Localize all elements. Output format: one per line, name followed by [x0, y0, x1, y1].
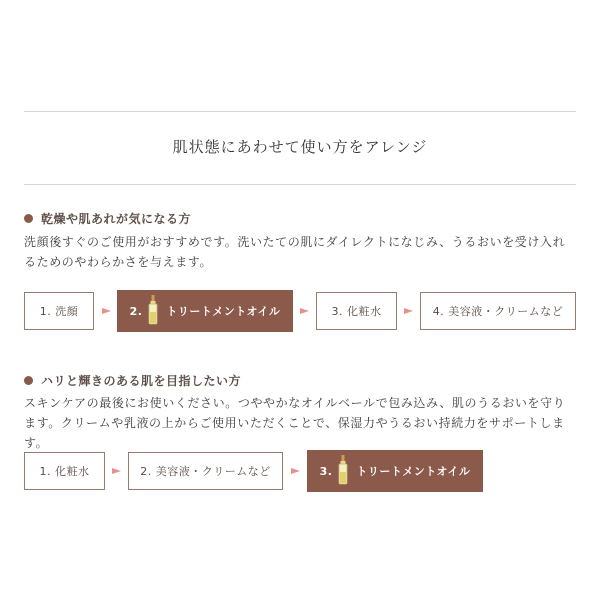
oil-bottle-icon: [148, 295, 158, 328]
section-heading-label: 乾燥や肌あれが気になる方: [41, 212, 192, 226]
step-label: 1. 洗顔: [39, 305, 79, 318]
step-serum-cream: [420, 292, 576, 330]
step-treatment-oil: [307, 450, 483, 492]
top-divider: [24, 111, 576, 112]
arrow-right-icon: [112, 468, 121, 474]
section-heading-firmness: [24, 372, 241, 389]
bullet-dot-icon: [24, 376, 33, 385]
step-label: トリートメントオイル: [166, 305, 281, 318]
section-heading-label: ハリと輝きのある肌を目指したい方: [41, 374, 242, 388]
bullet-dot-icon: [24, 214, 33, 223]
step-label: 1. 化粧水: [39, 465, 90, 478]
arrow-right-icon: [102, 308, 111, 314]
bottom-divider: [24, 184, 576, 185]
arrow-right-icon: [291, 468, 300, 474]
step-serum-cream: [128, 452, 283, 490]
step-number: 2.: [129, 304, 143, 318]
arrow-right-icon: [300, 308, 309, 314]
section-heading-dry-skin: [24, 210, 191, 227]
step-label: 4. 美容液・クリームなど: [432, 305, 564, 318]
step-label: 3. 化粧水: [331, 305, 382, 318]
arrow-right-icon: [404, 308, 413, 314]
step-label: 2. 美容液・クリームなど: [140, 465, 271, 478]
page-title: 肌状態にあわせて使い方をアレンジ: [172, 138, 428, 156]
step-toner: [316, 292, 397, 330]
section-description: スキンケアの最後にお使いください。つややかなオイルベールで包み込み、肌のうるおいを守ります。クリームや乳液の上からご使用いただくことで、保湿力やうるおい持続力をサポートします。: [24, 396, 566, 450]
step-treatment-oil: [117, 290, 293, 332]
step-cleanse: [24, 292, 94, 330]
oil-bottle-icon: [338, 455, 348, 488]
step-label: トリートメントオイル: [356, 465, 471, 478]
section-description: 洗顔後すぐのご使用がおすすめです。洗いたての肌にダイレクトになじみ、うるおいを受け入れるためのやわらかさを与えます。: [24, 235, 566, 269]
step-number: 3.: [319, 464, 333, 478]
step-toner: [24, 452, 105, 490]
